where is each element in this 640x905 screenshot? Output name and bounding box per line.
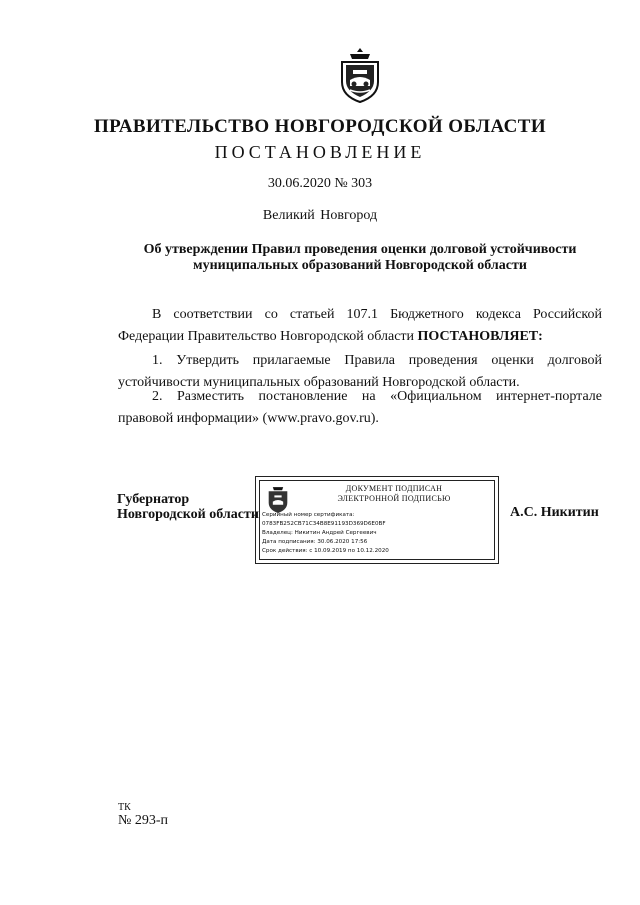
list-item-1: 1. Утвердить прилагаемые Правила проведения оценки долговой устойчивости муниципальных образований Новгородской области. <box>118 353 602 390</box>
document-city: Великий Новгород <box>262 208 378 223</box>
signer-name: А.С. Никитин <box>510 505 599 520</box>
footer-number: № 293-п <box>118 813 169 828</box>
stamp-validity: Срок действия: с 10.09.2019 по 10.12.2020 <box>262 548 389 554</box>
intro-text: В соответствии со статьей 107.1 Бюджетного кодекса Российской Федерации Правительство Новгородской области <box>118 307 602 344</box>
stamp-serial: 0783FB252CB71C34B8E91193D369D6E0BF <box>262 521 386 527</box>
stamp-coat-of-arms-icon <box>264 484 292 514</box>
signatory-title-line1: Губернатор <box>117 492 190 507</box>
signatory-title-line2: Новгородской области <box>117 507 259 522</box>
list-item-2: 2. Разместить постановление на «Официальном интернет-портале правовой информации» (www.pravo.gov.ru). <box>118 389 602 426</box>
intro-paragraph <box>118 304 602 348</box>
document-type: ПОСТАНОВЛЕНИЕ <box>214 142 426 162</box>
stamp-line1: ДОКУМЕНТ ПОДПИСАН <box>345 484 443 493</box>
stamp-frame <box>259 480 495 560</box>
intro-emphasis: ПОСТАНОВЛЯЕТ: <box>417 329 543 344</box>
electronic-signature-stamp <box>255 476 499 564</box>
stamp-details <box>262 511 389 556</box>
stamp-owner: Владелец: Никитин Андрей Сергеевич <box>262 530 377 536</box>
stamp-heading <box>296 484 492 504</box>
coat-of-arms-icon <box>336 46 384 104</box>
document-subject: Об утверждении Правил проведения оценки долговой устойчивости муниципальных образований Новгородской области <box>143 242 577 273</box>
signatory-title <box>117 492 259 522</box>
government-title: ПРАВИТЕЛЬСТВО НОВГОРОДСКОЙ ОБЛАСТИ <box>94 116 546 137</box>
footer-tag: ТК <box>118 802 131 813</box>
stamp-serial-label: Серийный номер сертификата: <box>262 512 355 518</box>
stamp-signed-date: Дата подписания: 30.06.2020 17:56 <box>262 539 368 545</box>
stamp-line2: ЭЛЕКТРОННОЙ ПОДПИСЬЮ <box>337 494 451 503</box>
document-date-number: 30.06.2020 № 303 <box>267 176 373 191</box>
